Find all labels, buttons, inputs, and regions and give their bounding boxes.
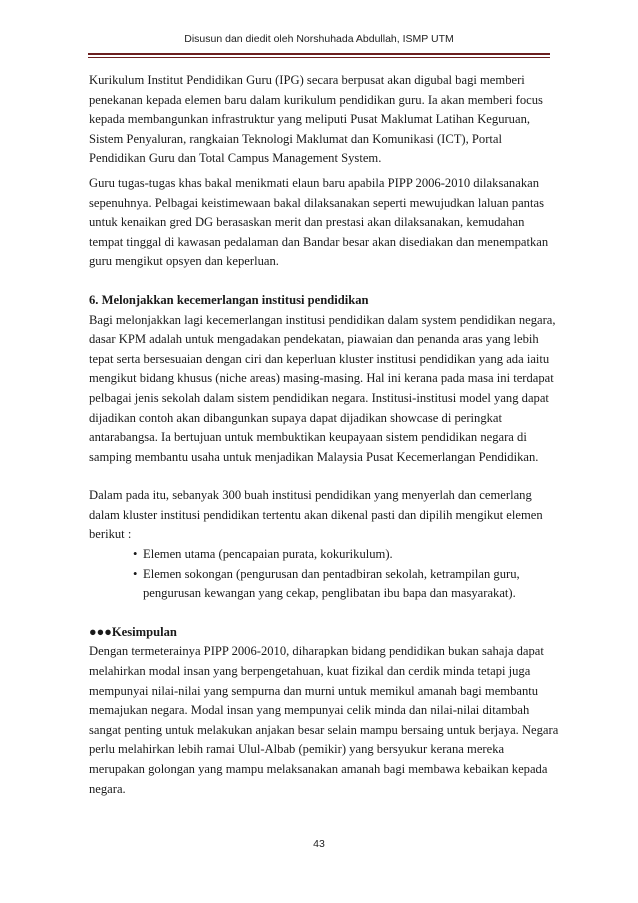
list-item-text: Elemen utama (pencapaian purata, kokurikulum).	[143, 547, 393, 562]
list-item	[133, 565, 559, 604]
paragraph-institution-excellence: Bagi melonjakkan lagi kecemerlangan institusi pendidikan dalam system pendidikan negara, dasar KPM adalah untuk mengadakan pendekatan, piawaian dan penanda aras yang lebih tepat serta bersesuaian dengan ciri dan keperluan kluster institusi pendidikan yang ada iaitu mengikut bidang khusus (niche areas) masing-masing. Hal ini kerana pada masa ini terdapat pelbagai jenis sekolah dalam sistem pendidikan negara. Institusi-institusi model yang dapat dijadikan contoh akan dibangunkan supaya dapat dijadikan showcase di peringkat antarabangsa. Ia bertujuan untuk membuktikan keupayaan sistem pendidikan negara di samping membantu usaha untuk menjadikan Malaysia Pusat Kecemerlangan Pendidikan.	[89, 312, 556, 464]
running-header: Disusun dan diedit oleh Norshuhada Abdullah, ISMP UTM	[184, 33, 454, 45]
paragraph-teacher-allowance: Guru tugas-tugas khas bakal menikmati elaun baru apabila PIPP 2006-2010 dilaksanakan sepenuhnya. Pelbagai keistimewaan bakal dilaksanakan seperti mewujudkan laluan pantas untuk kenaikan gred DG berasaskan merit dan prestasi akan dilaksanakan, kemudahan tempat tinggal di kawasan pedalaman dan Bandar besar akan disediakan dan menempatkan guru mengikut opsyen dan keperluan.	[89, 175, 549, 269]
paragraph-conclusion: Dengan termeterainya PIPP 2006-2010, diharapkan bidang pendidikan bukan sahaja dapat melahirkan modal insan yang berpengetahuan, kuat fizikal dan cerdik minda tetapi juga mempunyai nilai-nilai yang sempurna dan murni untuk memikul amanah bagi membantu memajukan negara. Modal insan yang mempunyai celik minda dan nilai-nilai ditambah sangat penting untuk melakukan anjakan besar selain mampu bersaing untuk berjaya. Negara perlu melahirkan lebih ramai Ulul-Albab (pemikir) yang bersyukur kerana mereka merupakan golongan yang mampu melaksanakan amanah bagi membawa kebaikan kepada negara.	[89, 644, 559, 796]
list-item	[133, 545, 559, 565]
bullet-icon: •	[133, 547, 138, 562]
bullet-icon: •	[133, 566, 138, 581]
header-rule-thin	[88, 57, 550, 58]
paragraph-300-institutions: Dalam pada itu, sebanyak 300 buah institusi pendidikan yang menyerlah dan cemerlang dalam kluster institusi pendidikan tertentu akan dikenal pasti dan dipilih mengikut elemen berikut :	[89, 488, 543, 542]
section-heading-conclusion: ●●●Kesimpulan	[89, 624, 177, 639]
page-number: 43	[313, 838, 325, 850]
list-item-text: Elemen sokongan (pengurusan dan pentadbiran sekolah, ketrampilan guru, pengurusan kewangan yang cekap, penglibatan ibu bapa dan masyarakat).	[143, 566, 520, 601]
element-bullet-list	[89, 545, 559, 604]
section-heading-institution-excellence: 6. Melonjakkan kecemerlangan institusi pendidikan	[89, 292, 369, 307]
header-rule	[88, 53, 550, 55]
body-content	[89, 71, 559, 799]
paragraph-ipg-curriculum: Kurikulum Institut Pendidikan Guru (IPG) secara berpusat akan digubal bagi memberi penekanan kepada elemen baru dalam kurikulum pendidikan guru. Ia akan memberi focus kepada membangunkan infrastruktur yang meliputi Pusat Maklumat Latihan Keguruan, Sistem Penyaluran, rangkaian Teknologi Maklumat dan Komunikasi (ICT), Portal Pendidikan Guru dan Total Campus Management System.	[89, 73, 543, 166]
